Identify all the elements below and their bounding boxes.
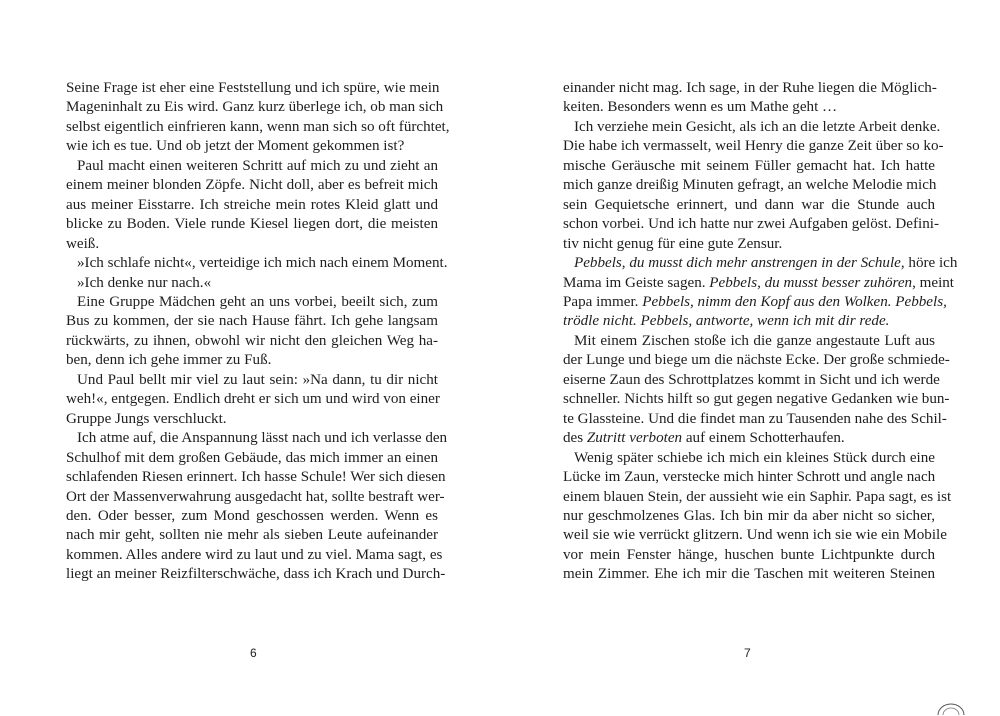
text-line: Schulhof mit dem großen Gebäude, das mich immer an einen <box>66 449 438 466</box>
text-line: rückwärts, zu ihnen, obwohl wir nicht den gleichen Weg ha- <box>66 332 438 349</box>
italic-quote: trödle nicht. Pebbels, antworte, wenn ich mit dir rede. <box>563 313 890 330</box>
text-line: Ich atme auf, die Anspannung lässt nach und ich verlasse den <box>77 430 448 447</box>
text-line: den. Oder besser, zum Mond geschossen werden. Wenn es <box>66 507 438 524</box>
left-page <box>0 0 500 706</box>
right-page <box>500 0 1000 706</box>
page-number: 7 <box>744 646 751 660</box>
text-line: »Ich denke nur nach.« <box>77 274 212 291</box>
text-run: Mama im Geiste sagen. <box>563 274 710 291</box>
text-line: mische Geräusche mit seinem Füller gemacht hat. Ich hatte <box>563 157 935 174</box>
text-line: weh!«, entgegen. Endlich dreht er sich um und wird von einer <box>66 391 440 408</box>
text-line: Bus zu kommen, der sie nach Hause fährt. Ich gehe langsam <box>66 313 438 330</box>
text-line: ben, denn ich gehe immer zu Fuß. <box>66 352 272 369</box>
text-run: , höre ich <box>900 255 958 272</box>
text-line: selbst eigentlich einfrieren kann, wenn man sich so oft fürchtet, <box>66 118 450 135</box>
text-line: Paul macht einen weiteren Schritt auf mich zu und zieht an <box>77 157 438 174</box>
text-line <box>563 312 935 331</box>
text-line: nur geschmolzenes Glas. Ich bin mir da aber nicht so sicher, <box>563 507 935 524</box>
text-line: schon vorbei. Und ich hatte nur zwei Aufgaben gelöst. Defini- <box>563 216 939 233</box>
text-line: sein Gequietsche erinnert, und dann war die Stunde auch <box>563 196 935 213</box>
left-page-text <box>66 79 450 585</box>
text-line: weiß. <box>66 235 100 252</box>
text-line: mich ganze dreißig Minuten gefragt, an welche Melodie mich <box>563 177 937 194</box>
text-line: »Ich schlafe nicht«, verteidige ich mich nach einem Moment. <box>77 255 448 272</box>
text-line: te Glassteine. Und die findet man zu Tausenden nahe des Schil- <box>563 410 947 427</box>
italic-quote: Pebbels, nimm den Kopf aus den Wolken. Pebbels, <box>642 293 947 310</box>
text-line: keiten. Besonders wenn es um Mathe geht … <box>563 99 838 116</box>
text-line: einem blauen Stein, der aussieht wie ein Saphir. Papa sagt, es ist <box>563 488 952 505</box>
text-line: Gruppe Jungs verschluckt. <box>66 410 227 427</box>
text-line <box>563 429 935 448</box>
text-line: einander nicht mag. Ich sage, in der Ruhe liegen die Möglich- <box>563 80 937 96</box>
right-page-text <box>563 79 958 585</box>
text-line <box>563 254 958 273</box>
text-line: Wenig später schiebe ich mich ein kleines Stück durch eine <box>574 449 935 466</box>
text-line: Seine Frage ist eher eine Feststellung und ich spüre, wie mein <box>66 80 440 96</box>
text-run: des <box>563 430 587 447</box>
text-line: eiserne Zaun des Schrottplatzes kommt in Sicht und ich werde <box>563 371 940 388</box>
text-line <box>563 293 947 312</box>
text-line: schneller. Nichts hilft so gut gegen negative Gedanken wie bun- <box>563 391 950 408</box>
text-line: liegt an meiner Reizfilterschwäche, dass ich Krach und Durch- <box>66 566 446 583</box>
text-line: wie ich es tue. Und ob jetzt der Moment gekommen ist? <box>66 138 405 155</box>
text-line: Und Paul bellt mir viel zu laut sein: »Na dann, tu dir nicht <box>77 371 438 388</box>
text-line: kommen. Alles andere wird zu laut und zu viel. Mama sagt, es <box>66 546 443 563</box>
text-line: tiv nicht genug für eine gute Zensur. <box>563 235 783 252</box>
text-line: weil sie wie verrückt glitzern. Und wenn ich sie wie ein Mobile <box>563 527 947 544</box>
text-line: Mit einem Zischen stoße ich die ganze angestaute Luft aus <box>574 332 935 349</box>
text-line: blicke zu Boden. Viele runde Kiesel liegen dort, die meisten <box>66 216 438 233</box>
text-line: Mageninhalt zu Eis wird. Ganz kurz überlege ich, ob man sich <box>66 99 444 116</box>
text-line: Ich verziehe mein Gesicht, als ich an die letzte Arbeit denke. <box>574 118 941 135</box>
text-line: Die habe ich vermasselt, weil Henry die ganze Zeit über so ko- <box>563 138 944 155</box>
page-number: 6 <box>250 646 257 660</box>
text-run: auf einem Schotterhaufen. <box>682 430 845 447</box>
italic-sign-text: Zutritt verboten <box>586 430 683 447</box>
page-curl-icon <box>936 700 966 716</box>
text-line: einem meiner blonden Zöpfe. Nicht doll, aber es befreit mich <box>66 177 438 194</box>
text-line: nach mir geht, sollten nie mehr als sieben Leute aufeinander <box>66 527 438 544</box>
text-line: der Lunge und biege um die nächste Ecke. Der große schmiede- <box>563 352 950 369</box>
text-line: Lücke im Zaun, verstecke mich hinter Schrott und angle nach <box>563 469 936 486</box>
text-line: Ort der Massenverwahrung ausgedacht hat, sollte bestraft wer- <box>66 488 445 505</box>
text-line: schlafenden Riesen erinnert. Ich hasse Schule! Wer sich diesen <box>66 469 446 486</box>
text-run: , meint <box>912 274 954 291</box>
text-line: mein Zimmer. Ehe ich mir die Taschen mit weiteren Steinen <box>563 566 935 583</box>
text-run: Papa immer. <box>563 293 643 310</box>
italic-quote: Pebbels, du musst besser zuhören <box>709 274 913 291</box>
text-line: aus meiner Eisstarre. Ich streiche mein rotes Kleid glatt und <box>66 196 438 213</box>
text-line <box>563 274 954 293</box>
italic-quote: Pebbels, du musst dich mehr anstrengen in der Schule <box>574 255 901 272</box>
text-line: Eine Gruppe Mädchen geht an uns vorbei, beeilt sich, zum <box>77 293 438 310</box>
text-line: vor mein Fenster hänge, huschen bunte Lichtpunkte durch <box>563 546 935 563</box>
